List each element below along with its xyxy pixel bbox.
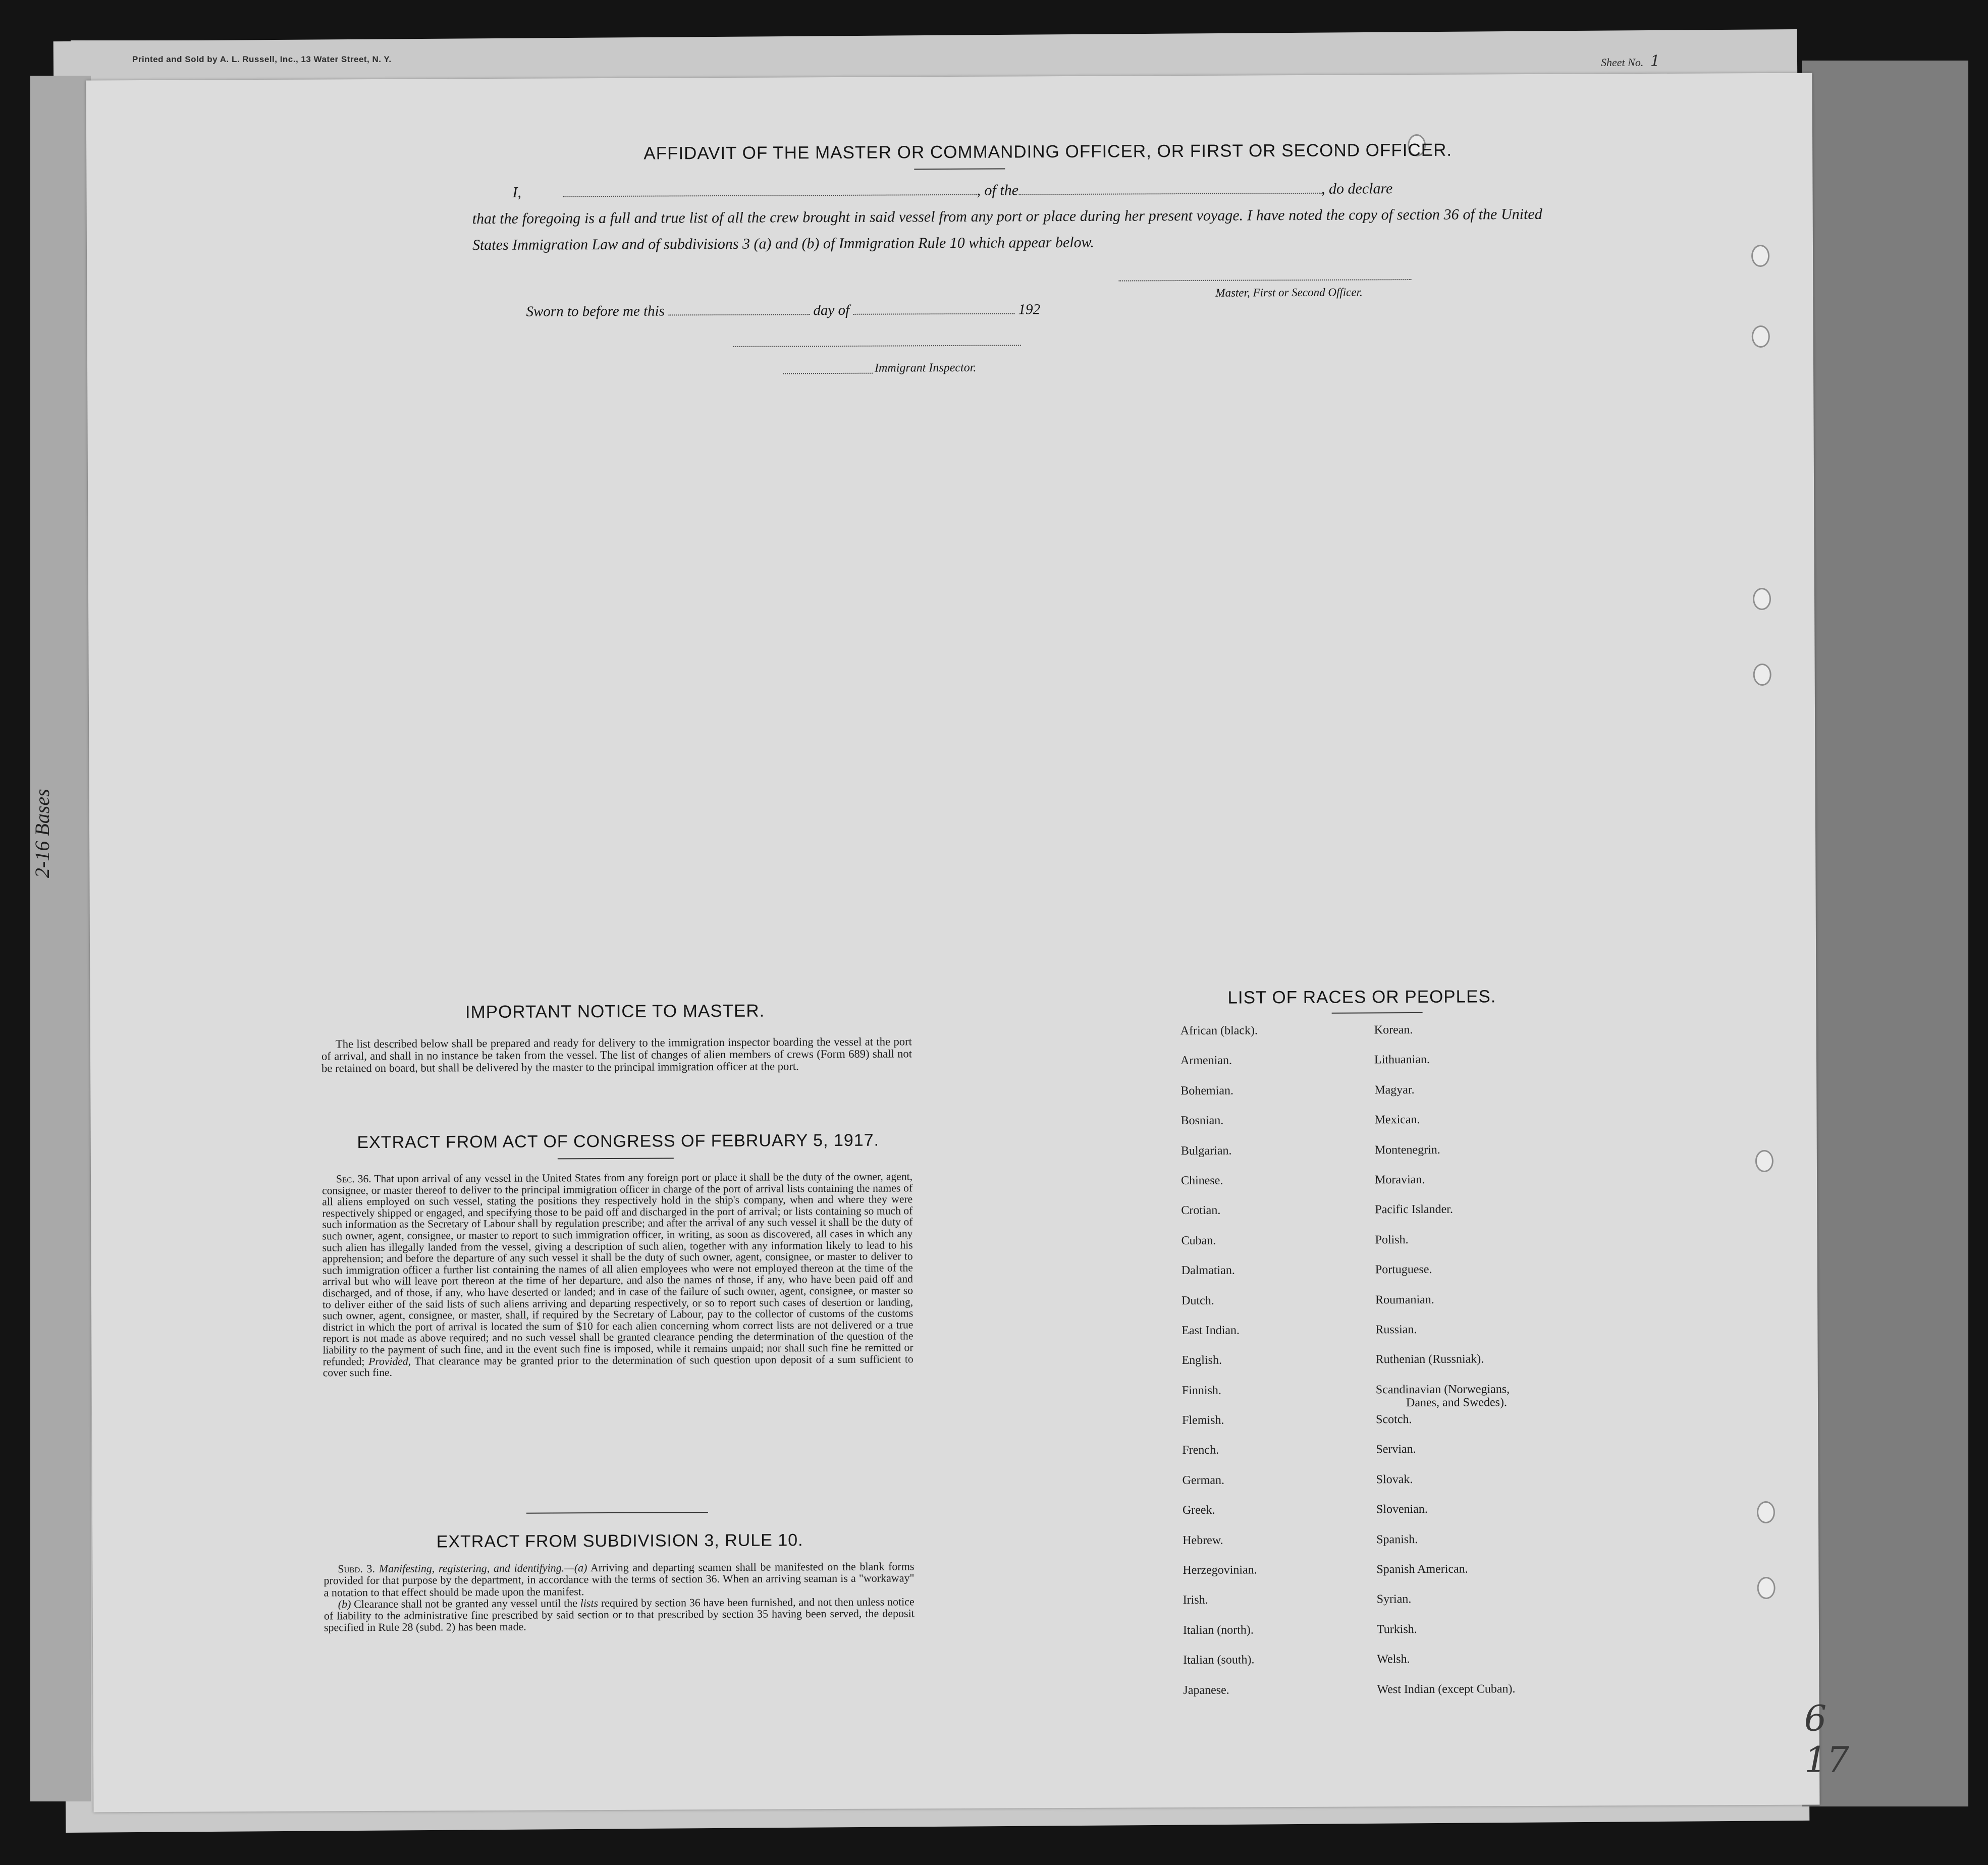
race-item: Spanish American. <box>1376 1562 1468 1576</box>
para-b-label: (b) <box>338 1598 351 1611</box>
master-signature-label: Master, First or Second Officer. <box>1215 286 1363 299</box>
inspector-signature-line <box>783 373 873 374</box>
race-item: Mexican. <box>1374 1113 1420 1127</box>
sworn-month-blank <box>853 301 1014 314</box>
master-signature-line <box>1118 279 1411 282</box>
affidavit-do-declare: , do declare <box>1321 180 1393 197</box>
affidavit-title: AFFIDAVIT OF THE MASTER OR COMMANDING OFFICER, OR FIRST OR SECOND OFFICER. <box>643 140 1453 163</box>
printer-imprint: Printed and Sold by A. L. Russell, Inc., 13 Water Street, N. Y. <box>132 54 392 64</box>
rule-extract-title: EXTRACT FROM SUBDIVISION 3, RULE 10. <box>436 1530 803 1552</box>
race-item: Servian. <box>1376 1443 1416 1456</box>
affidavit-of-the: , of the <box>977 182 1019 199</box>
race-item: Slovenian. <box>1376 1503 1428 1516</box>
race-item: Irish. <box>1183 1594 1208 1607</box>
race-item: African (black). <box>1180 1024 1258 1038</box>
race-item: West Indian (except Cuban). <box>1377 1682 1516 1696</box>
race-item: Russian. <box>1375 1323 1417 1337</box>
inspector-signature-line <box>733 345 1021 347</box>
affidavit-page <box>86 73 1850 1813</box>
race-item: Bulgarian. <box>1180 1144 1232 1158</box>
proviso-label: Provided, <box>368 1355 411 1367</box>
background-sheet-edge <box>30 76 91 1801</box>
sworn-day-blank <box>668 302 810 315</box>
race-item: Turkish. <box>1376 1622 1417 1636</box>
punch-hole <box>1753 664 1771 686</box>
section-rule <box>558 1158 674 1159</box>
race-item: Roumanian. <box>1375 1293 1434 1306</box>
race-item: Flemish. <box>1182 1413 1224 1428</box>
race-item: Japanese. <box>1183 1683 1229 1697</box>
lists-word: lists <box>580 1596 599 1610</box>
race-item: Polish. <box>1375 1233 1409 1247</box>
punch-hole <box>1757 1577 1776 1599</box>
race-item: Lithuanian. <box>1374 1053 1430 1067</box>
race-item: Italian (north). <box>1183 1623 1254 1637</box>
race-item: Greek. <box>1182 1503 1215 1517</box>
race-item: Scotch. <box>1376 1413 1412 1427</box>
race-item: Magyar. <box>1374 1083 1415 1097</box>
race-item: Cuban. <box>1181 1234 1216 1247</box>
race-item-continuation: Danes, and Swedes). <box>1406 1395 1507 1409</box>
sworn-day-label: day of <box>813 302 850 319</box>
sheet-number-value: 1 <box>1650 52 1660 70</box>
race-item: Dalmatian. <box>1181 1264 1235 1278</box>
race-item: Dutch. <box>1181 1294 1214 1307</box>
race-item: Moravian. <box>1375 1173 1425 1187</box>
act-extract-title: EXTRACT FROM ACT OF CONGRESS OF FEBRUARY 5, 1917. <box>357 1130 880 1153</box>
para-b-end: required by section 36 have been furnished, and not then unless notice of liability to the administrative fine prescribed by said section or to that prescribed by section 35 having been served, the deposit specified in Rule 28 (subd. 2) has been made. <box>324 1595 915 1634</box>
proviso-text: That clearance may be granted prior to the determination of such question upon deposit of a sum sufficient to cover such fine. <box>323 1352 914 1379</box>
punch-hole <box>1752 325 1770 348</box>
race-item: Korean. <box>1374 1023 1413 1037</box>
race-item: Crotian. <box>1181 1204 1221 1218</box>
race-item: Slovak. <box>1376 1472 1413 1487</box>
sworn-line <box>526 301 1040 320</box>
sec-36-text: That upon arrival of any vessel in the United States from any foreign port or place it shall be the duty of the owner, agent, consignee, or master thereof to deliver to the principal immigration officer in charge of the port of arrival lists containing the names of all aliens employed on such vessel, stating the positions they respectively hold in the ship's company, when and where they were respectively shipped or engaged, and specifying those to be paid off and discharged in the port of arrival; or lists containing so much of such information as the Secretary of Labour shall by regulation prescribe; and after the arrival of any such vessel it shall be the duty of such owner, agent, consignee, or master to report to such immigration officer, in writing, as soon as discovered, all cases in which any such alien has illegally landed from the vessel, giving a description of such alien, together with any information likely to lead to his apprehension; and before the departure of any such vessel it shall be the duty of such owner, agent, consignee, or master to deliver to such immigration officer a further list containing the names of all alien employees who were not employed thereon at the time of the arrival but who will leave port thereon at the time of her departure, and also the names of those, if any, who have been paid off and discharged, and of those, if any, who have deserted or landed; and in case of the failure of such owner, agent, consignee, or master so to deliver either of the said lists of such aliens arriving and departing respectively, or so to report such cases of desertion or landing, such owner, agent, consignee, or master, shall, if required by the Secretary of Labour, pay to the collector of customs of the customs district in which the port of arrival is located the sum of $10 for each alien concerning whom correct lists are not delivered or a true report is not made as above required; and no such vessel shall be granted clearance pending the determination of the question of the liability to the payment of such fine, and in the event such fine is imposed, while it remains unpaid; nor shall such fine be remitted or refunded; <box>322 1170 914 1367</box>
races-title-rule <box>1332 1012 1423 1014</box>
sheet-number <box>1601 52 1660 70</box>
punch-hole <box>1755 1150 1774 1172</box>
race-item: Bosnian. <box>1180 1114 1224 1128</box>
handwritten-margin-note: 2-16 Bases <box>31 789 53 878</box>
races-list-right <box>1374 1023 1589 1713</box>
sworn-prefix: Sworn to before me this <box>526 303 665 320</box>
race-item: Montenegrin. <box>1374 1143 1440 1157</box>
punch-hole <box>1757 1501 1775 1523</box>
race-item: East Indian. <box>1181 1324 1240 1337</box>
affidavit-body: that the foregoing is a full and true list of all the crew brought in said vessel from any port or place during her present voyage. I have noted the copy of section 36 of the United States Immigration Law and of subdivisions 3 (a) and (b) of Immigration Rule 10 which appear below. <box>472 205 1542 254</box>
race-item: German. <box>1182 1473 1225 1487</box>
act-extract-body <box>322 1171 914 1379</box>
inspector-label: Immigrant Inspector. <box>874 361 977 375</box>
subd-label: Subd. 3. <box>338 1562 375 1575</box>
race-item: Herzegovinian. <box>1183 1563 1257 1577</box>
race-item: French. <box>1182 1444 1219 1457</box>
race-item: Finnish. <box>1181 1384 1221 1397</box>
races-title: LIST OF RACES OR PEOPLES. <box>1227 986 1496 1008</box>
race-item: Bohemian. <box>1180 1084 1233 1098</box>
race-item: Armenian. <box>1180 1054 1232 1068</box>
sworn-year: 192 <box>1018 301 1041 318</box>
race-item: Chinese. <box>1181 1174 1223 1187</box>
sheet-number-label: Sheet No. <box>1601 56 1644 69</box>
race-item: Ruthenian (Russniak). <box>1375 1352 1484 1366</box>
section-rule <box>526 1512 708 1514</box>
name-blank <box>563 182 977 197</box>
pencil-note: 6 17 <box>1804 1697 1850 1781</box>
race-item: Italian (south). <box>1183 1653 1255 1667</box>
notice-title: IMPORTANT NOTICE TO MASTER. <box>465 1001 765 1022</box>
affidavit-I: I, <box>512 184 522 201</box>
races-list-left <box>1180 1023 1375 1714</box>
punch-hole <box>1753 588 1771 610</box>
notice-body: The list described below shall be prepared and ready for delivery to the immigration inspector boarding the vessel at the port of arrival, and shall in no instance be taken from the vessel. The list of changes of alien members of crews (Form 689) shall not be retained on board, but shall be delivered by the master to the principal immigration officer at the port. <box>321 1035 912 1075</box>
race-item: Hebrew. <box>1183 1533 1223 1547</box>
race-item: Welsh. <box>1377 1653 1410 1666</box>
race-item: Spanish. <box>1376 1532 1418 1546</box>
vessel-blank <box>1018 181 1321 195</box>
race-item: Scandinavian (Norwegians, Danes, and Swedes). <box>1376 1382 1588 1413</box>
title-rule <box>914 169 1005 170</box>
para-b-start: Clearance shall not be granted any vessel until the <box>354 1597 578 1611</box>
affidavit-text <box>472 175 1542 258</box>
race-item: Pacific Islander. <box>1375 1203 1453 1217</box>
sec-label: Sec. 36. <box>336 1173 371 1185</box>
punch-hole <box>1751 245 1769 267</box>
race-item: English. <box>1181 1353 1222 1367</box>
para-a: Arriving and departing seamen shall be manifested on the blank forms provided for that purpose by the department, in accordance with the terms of section 36. When an arriving seaman is a "workaway" a notation to that effect should be made upon the manifest. <box>324 1560 915 1599</box>
race-item: Portuguese. <box>1375 1263 1432 1277</box>
race-item: Syrian. <box>1376 1593 1412 1606</box>
subd-heading: Manifesting, registering, and identifying.—(a) <box>379 1561 587 1575</box>
rule-extract-body <box>324 1560 915 1633</box>
background-sheet-edge <box>1802 61 1968 1806</box>
